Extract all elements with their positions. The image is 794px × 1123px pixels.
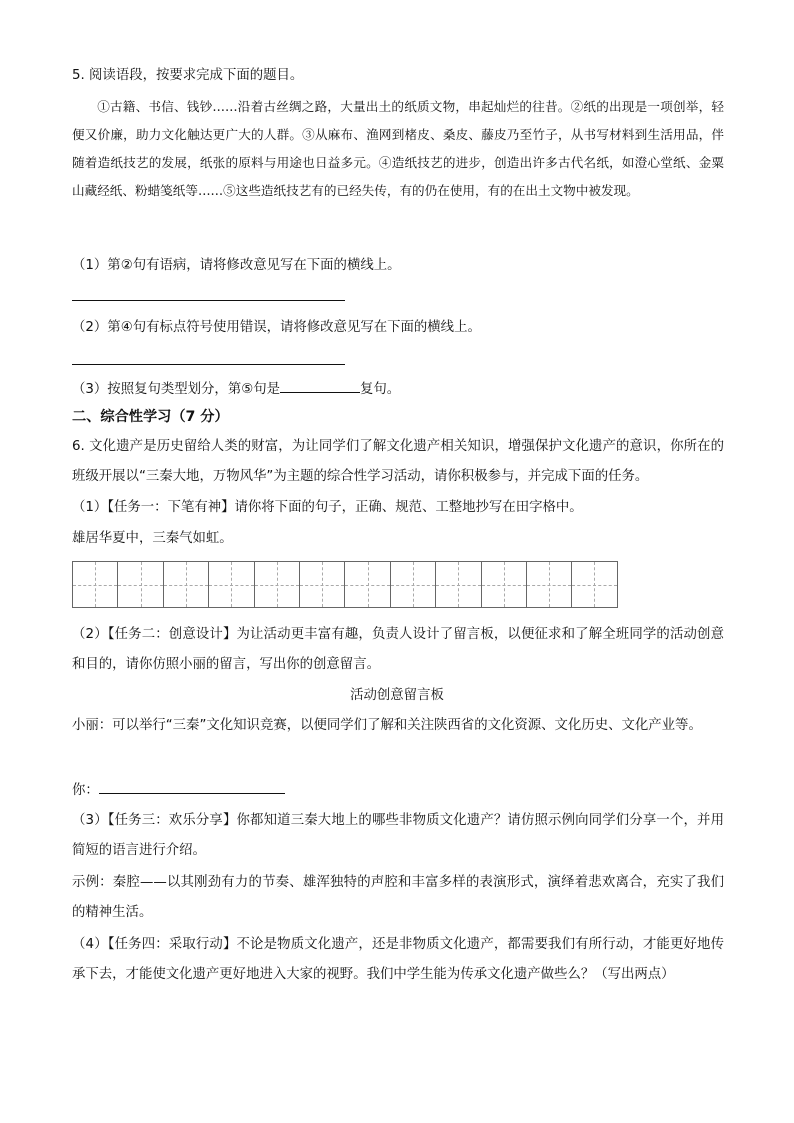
grid-cell[interactable] [391,562,436,607]
sub3-blank[interactable] [280,378,360,393]
question-5-sub1: （1）第②句有语病，请将修改意见写在下面的横线上。 [72,258,401,273]
xiaoli-message [72,711,724,741]
question-6-intro [72,432,724,492]
grid-cell[interactable] [482,562,527,607]
task-4-text: （4）【任务四：采取行动】不论是物质文化遗产，还是非物质文化遗产，都需要我们有所行动，才能更好地传承下去，才能使文化遗产更好地进入大家的视野。我们中学生能为传承文化遗产做些么？（写出两点） [72,937,724,982]
question-5-title: 5. 阅读语段，按要求完成下面的题目。 [72,68,304,83]
task-3-example [72,868,724,928]
passage-text: ①古籍、书信、钱钞……沿着古丝绸之路，大量出土的纸质文物，串起灿烂的往昔。②纸的出现是一项创举，轻便又价廉，助力文化触达更广大的人群。③从麻布、渔网到楮皮、桑皮、藤皮乃至竹子，从书写材料到生活用品，伴随着造纸技艺的发展，纸张的原料与用途也日益多元。④造纸技艺的进步，创造出许多古代名纸，如澄心堂纸、金粟山藏经纸、粉蜡笺纸等……⑤这些造纸技艺有的已经失传，有的仍在使用，有的在出土文物中被发现。 [72,99,724,198]
question-6-intro-text: 6. 文化遗产是历史留给人类的财富，为让同学们了解文化遗产相关知识，增强保护文化遗产的意识，你所在的班级开展以“三秦大地，万物风华”为主题的综合性学习活动，请你积极参与，并完成下面的任务。 [72,439,724,484]
section-2-heading: 二、综合性学习（7 分） [72,409,229,425]
reading-passage [72,93,724,205]
grid-cell[interactable] [436,562,481,607]
task-2-instruction [72,620,724,680]
answer-line-2[interactable] [72,364,345,365]
task-1-instruction: （1）【任务一：下笔有神】请你将下面的句子，正确、规范、工整地抄写在田字格中。 [72,500,583,515]
message-board-title: 活动创意留言板 [350,688,444,703]
task-3-instruction [72,806,724,866]
task-1-sentence: 雄居华夏中，三秦气如虹。 [72,531,233,546]
grid-cell[interactable] [345,562,390,607]
task-4-instruction [72,930,724,990]
question-5-sub3 [72,378,400,400]
question-5-sub2: （2）第④句有标点符号使用错误，请将修改意见写在下面的横线上。 [72,320,481,335]
grid-cell[interactable] [73,562,118,607]
grid-cell[interactable] [255,562,300,607]
grid-cell[interactable] [209,562,254,607]
grid-cell[interactable] [527,562,572,607]
grid-cell[interactable] [572,562,617,607]
xiaoli-message-text: 小丽：可以举行“三秦”文化知识竞赛，以便同学们了解和关注陕西省的文化资源、文化历史、文化产业等。 [72,718,702,733]
answer-line-1[interactable] [72,300,345,301]
your-message-row [72,779,285,801]
grid-cell[interactable] [118,562,163,607]
task-2-text: （2）【任务二：创意设计】为让活动更丰富有趣，负责人设计了留言板，以便征求和了解全班同学的活动创意和目的，请你仿照小丽的留言，写出你的创意留言。 [72,627,724,672]
grid-cell[interactable] [300,562,345,607]
sub3-text-after: 复句。 [360,382,401,397]
example-text: 示例：秦腔——以其刚劲有力的节奏、雄浑独特的声腔和丰富多样的表演形式，演绎着悲欢离合，充实了我们的精神生活。 [72,875,724,920]
grid-cell[interactable] [164,562,209,607]
task-3-text: （3）【任务三：欢乐分享】你都知道三秦大地上的哪些非物质文化遗产？请仿照示例向同学们分享一个，并用简短的语言进行介绍。 [72,813,724,858]
you-label: 你： [72,783,99,798]
tian-zi-ge-grid[interactable] [72,561,618,608]
your-message-blank[interactable] [99,779,285,794]
sub3-text-before: （3）按照复句类型划分，第⑤句是 [72,382,280,397]
